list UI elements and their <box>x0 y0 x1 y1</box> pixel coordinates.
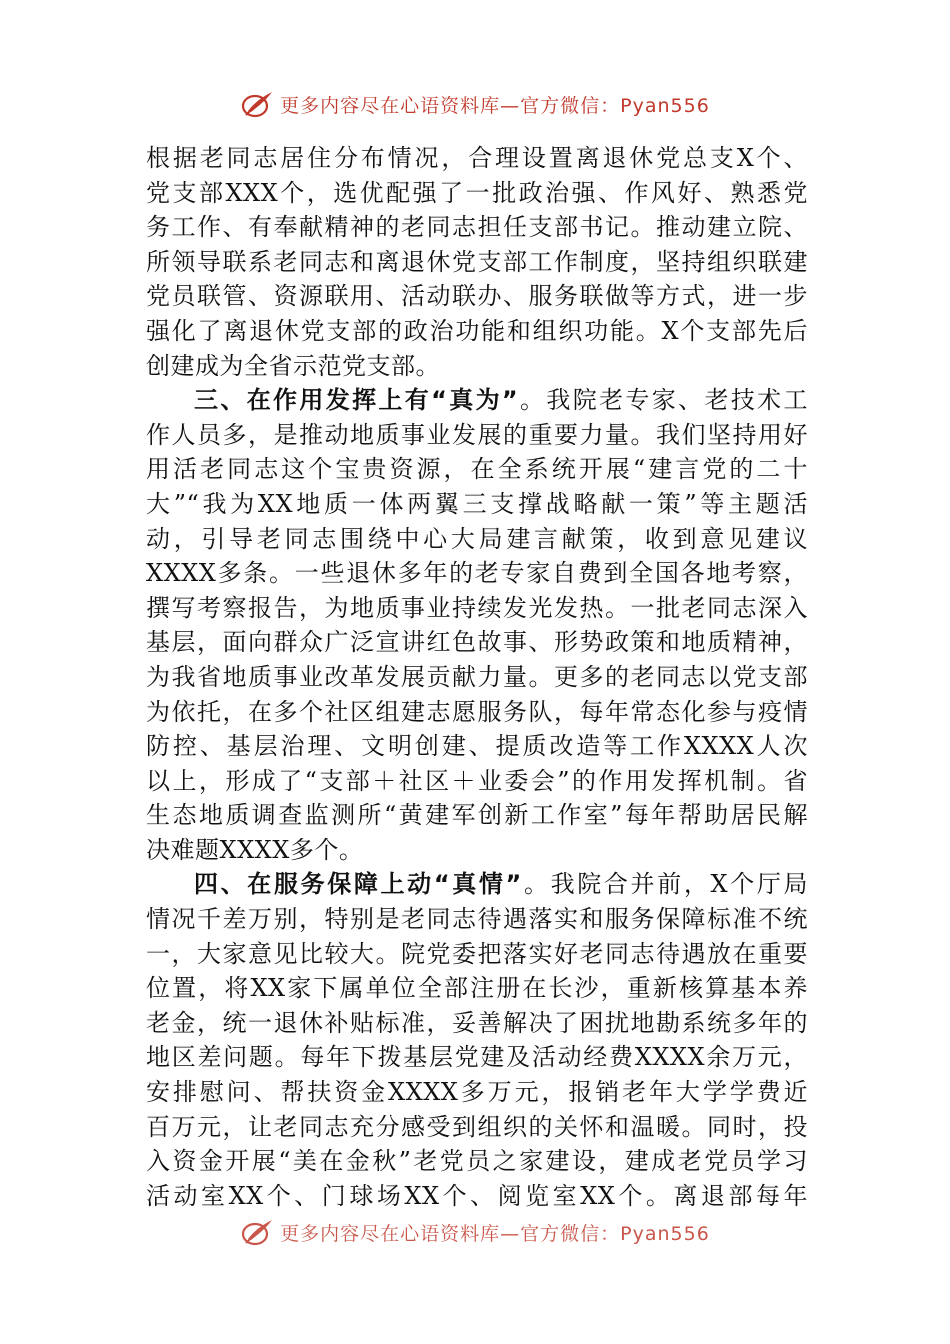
text-line: 活动室XX个、门球场XX个、阅览室XX个。离退部每年 <box>146 1181 808 1210</box>
text-line: 生态地质调查监测所“黄建军创新工作室”每年帮助居民解 <box>146 801 808 830</box>
text-line: XXXX多条。一些退休多年的老专家自费到全国各地考察， <box>146 559 808 588</box>
feather-pen-logo-icon <box>240 89 274 119</box>
text-line: 一，大家意见比较大。院党委把落实好老同志待遇放在重要 <box>146 939 808 968</box>
text-line: 以上，形成了“支部＋社区＋业委会”的作用发挥机制。省 <box>146 766 808 795</box>
text-line: 动，引导老同志围绕中心大局建言献策，收到意见建议 <box>146 524 808 553</box>
text-line: 为依托，在多个社区组建志愿服务队，每年常态化参与疫情 <box>146 697 808 726</box>
paragraph-3 <box>146 867 808 1213</box>
section-heading-4: 四、在服务保障上动“真情” <box>194 870 522 899</box>
heading-continuation: 。我院老专家、老技术工 <box>518 386 809 415</box>
text-line: 所领导联系老同志和离退休党支部工作制度，坚持组织联建 <box>146 247 808 276</box>
text-line: 决难题XXXX多个。 <box>146 835 364 864</box>
section-heading-line <box>146 867 808 902</box>
text-line: 安排慰问、帮扶资金XXXX多万元，报销老年大学学费近 <box>146 1078 808 1107</box>
paragraph-1 <box>146 141 808 383</box>
text-line: 为我省地质事业改革发展贡献力量。更多的老同志以党支部 <box>146 662 808 691</box>
heading-continuation: 。我院合并前，X个厅局 <box>521 870 809 899</box>
paragraph-2 <box>146 383 808 867</box>
text-line: 创建成为全省示范党支部。 <box>146 351 440 380</box>
text-line: 基层，面向群众广泛宣讲红色故事、形势政策和地质精神， <box>146 628 808 657</box>
text-line: 地区差问题。每年下拨基层党建及活动经费XXXX余万元， <box>146 1043 808 1072</box>
section-heading-line <box>146 383 808 418</box>
text-line: 百万元，让老同志充分感受到组织的关怀和温暖。同时，投 <box>146 1112 808 1141</box>
text-line: 党支部XXX个，选优配强了一批政治强、作风好、熟悉党 <box>146 178 808 207</box>
watermark-text: 更多内容尽在心语资料库—官方微信：Pyan556 <box>280 1222 710 1245</box>
text-line: 入资金开展“美在金秋”老党员之家建设，建成老党员学习 <box>146 1147 808 1176</box>
footer-watermark <box>0 1203 950 1247</box>
text-line: 党员联管、资源联用、活动联办、服务联做等方式，进一步 <box>146 282 808 311</box>
text-line: 根据老同志居住分布情况，合理设置离退休党总支X个、 <box>146 144 808 172</box>
document-body <box>146 141 808 1213</box>
text-line: 大”“我为XX地质一体两翼三支撑战略献一策”等主题活 <box>146 489 808 518</box>
text-line: 防控、基层治理、文明创建、提质改造等工作XXXX人次 <box>146 732 808 761</box>
text-line: 务工作、有奉献精神的老同志担任支部书记。推动建立院、 <box>146 213 808 242</box>
feather-pen-logo-icon <box>240 1217 274 1247</box>
text-line: 位置，将XX家下属单位全部注册在长沙，重新核算基本养 <box>146 974 808 1003</box>
header-watermark <box>0 84 950 124</box>
section-heading-3: 三、在作用发挥上有“真为” <box>194 386 519 415</box>
text-line: 情况千差万别，特别是老同志待遇落实和服务保障标准不统 <box>146 905 808 934</box>
text-line: 老金，统一退休补贴标准，妥善解决了困扰地勘系统多年的 <box>146 1008 808 1037</box>
text-line: 用活老同志这个宝贵资源，在全系统开展“建言党的二十 <box>146 455 808 484</box>
text-line: 强化了离退休党支部的政治功能和组织功能。X个支部先后 <box>146 316 808 345</box>
text-line: 撰写考察报告，为地质事业持续发光发热。一批老同志深入 <box>146 593 808 622</box>
text-line: 作人员多，是推动地质事业发展的重要力量。我们坚持用好 <box>146 420 808 449</box>
watermark-text: 更多内容尽在心语资料库—官方微信：Pyan556 <box>280 94 710 117</box>
